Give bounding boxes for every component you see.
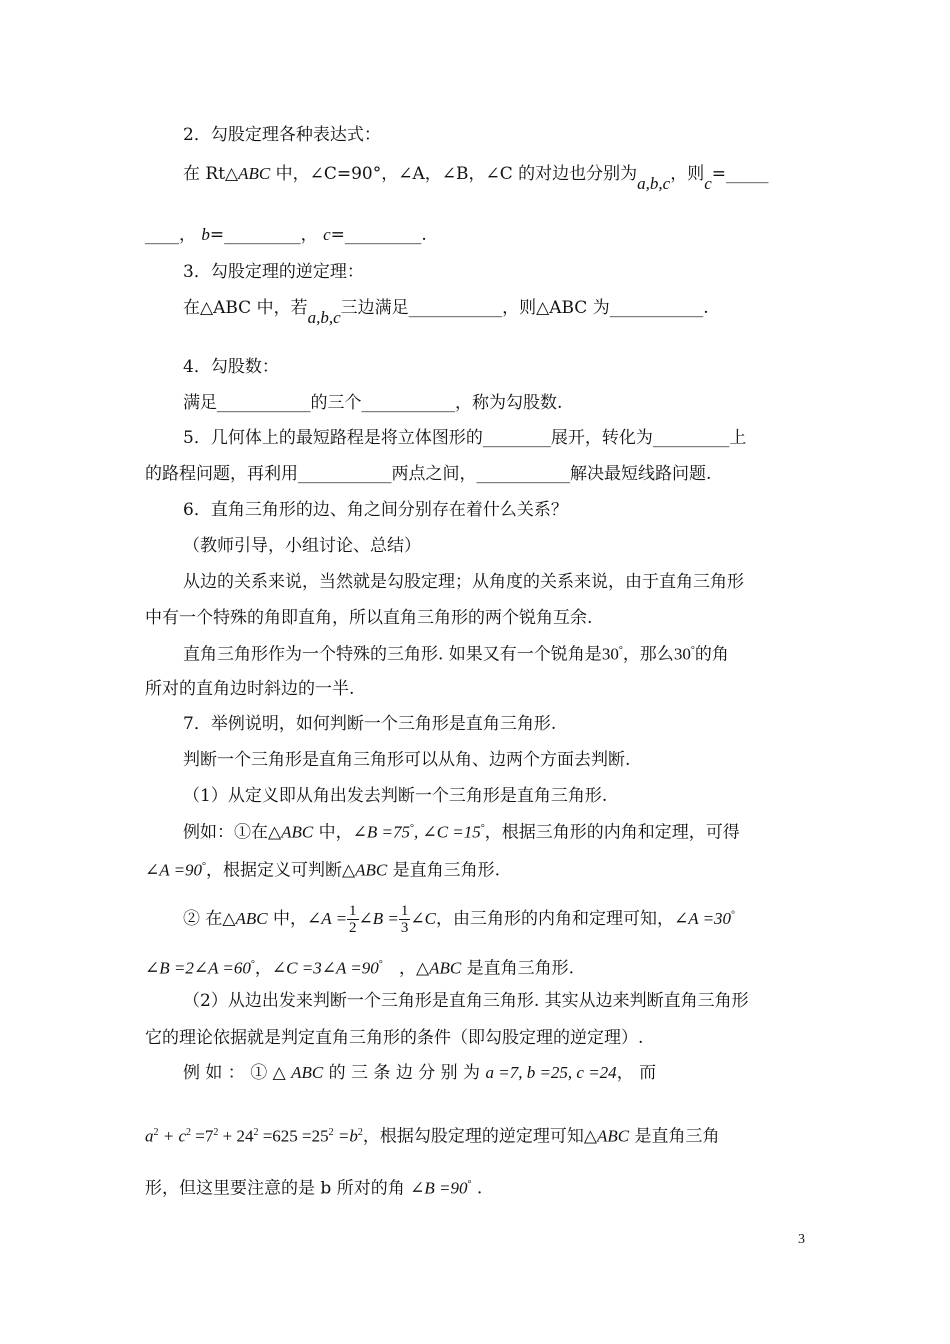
item-7-para-2: （1）从定义即从角出发去判断一个三角形是直角三角形.	[183, 786, 608, 806]
item-5-line-1: 5．几何体上的最短路程是将立体图形的________展开，转化为_________上	[183, 428, 747, 448]
degree-sign: °	[731, 909, 736, 921]
text: ② 在△	[183, 909, 236, 929]
blank: =_____	[711, 164, 769, 184]
item-6-para-1: 从边的关系来说，当然就是勾股定理；从角度的关系来说，由于直角三角形	[183, 572, 744, 592]
degree-sign: °	[480, 823, 485, 834]
degree-sign: °	[618, 645, 623, 656]
math-text: 30	[601, 644, 619, 664]
numerator: 1	[400, 903, 409, 919]
degree-sign: °	[690, 645, 695, 656]
text: 中，∠C=90°，∠A，∠B，∠C 的对边也分别为	[270, 164, 638, 184]
math-text: ∠B =2∠A =60	[145, 958, 251, 978]
math-text: ∠A =90	[145, 860, 203, 880]
exponent: 2	[213, 1127, 219, 1138]
example-3-line-2	[145, 1122, 719, 1148]
item-6-note: （教师引导，小组讨论、总结）	[183, 536, 421, 556]
math-text: + c	[158, 1126, 187, 1146]
math-text: ABC	[429, 958, 462, 978]
item-6-para-2: 中有一个特殊的角即直角，所以直角三角形的两个锐角互余.	[145, 608, 593, 628]
text: ，则	[670, 164, 705, 184]
item-2-line-1	[183, 163, 769, 193]
math-text: a,b,c	[637, 174, 671, 193]
math-text: ABC	[281, 822, 314, 842]
exponent: 2	[253, 1127, 259, 1138]
text: 的 三 条 边 分 别 为	[328, 1063, 481, 1083]
math-text: a =7, b =25, c =24	[485, 1063, 617, 1082]
numerator: 1	[349, 903, 357, 919]
page-number: 3	[798, 1232, 805, 1247]
item-3-line-1	[183, 297, 709, 327]
item-7-part-2-line-1: （2）从边出发来判断一个三角形是直角三角形. 其实从边来判断直角三角形	[183, 991, 749, 1011]
text: ，	[254, 958, 272, 979]
text: 中，	[313, 822, 353, 843]
math-text: =625 =25	[258, 1126, 329, 1146]
item-2-line-2	[145, 224, 427, 246]
text: ，△	[398, 958, 430, 979]
blank: ____，	[145, 225, 196, 245]
text: 中，	[267, 909, 307, 929]
denominator: 3	[400, 920, 409, 936]
math-text: ∠C =3∠A =90	[271, 958, 379, 978]
math-text: ∠A =	[307, 909, 348, 928]
exponent: 2	[153, 1127, 159, 1138]
math-text: ∠C	[410, 909, 436, 928]
degree-sign: °	[250, 959, 255, 970]
degree-sign: °	[378, 959, 383, 970]
math-text: ∠B =90	[410, 1178, 468, 1198]
blank: =_________.	[330, 225, 427, 245]
exponent: 2	[357, 1127, 363, 1138]
denominator: 2	[349, 920, 357, 936]
math-text: ∠B =	[358, 909, 399, 928]
math-text: ∠A =30	[674, 909, 732, 928]
item-4-line-1: 满足___________的三个___________，称为勾股数.	[183, 393, 563, 413]
math-text: b	[201, 225, 210, 244]
text: 直角三角形作为一个特殊的三角形. 如果又有一个锐角是	[183, 644, 602, 665]
math-text: ABC	[291, 1063, 324, 1082]
item-7-part-2-line-2: 它的理论依据就是判定直角三角形的条件（即勾股定理的逆定理）.	[145, 1028, 644, 1048]
math-text: c	[704, 174, 712, 193]
blank: =_________，	[209, 225, 318, 245]
text: ，根据勾股定理的逆定理可知△	[362, 1126, 597, 1147]
example-3-line-3	[145, 1174, 482, 1200]
item-6-para-3	[183, 640, 729, 666]
item-7-heading: 7．举例说明，如何判断一个三角形是直角三角形.	[183, 714, 557, 734]
math-text: =7	[191, 1126, 214, 1146]
math-text: a	[145, 1126, 154, 1146]
text: ，根据定义可判断△	[206, 860, 356, 881]
exponent: 2	[186, 1127, 192, 1138]
math-text: ABC	[596, 1126, 630, 1146]
math-text: + 24	[218, 1126, 254, 1146]
fraction-one-third	[399, 903, 411, 936]
math-text: a,b,c	[307, 308, 341, 327]
text: 三边满足___________，则△ABC 为___________.	[340, 298, 709, 318]
item-6-para-4: 所对的直角边时斜边的一半.	[145, 679, 355, 699]
math-text: =b	[333, 1126, 358, 1146]
math-text: c	[323, 225, 331, 244]
item-6-heading: 6．直角三角形的边、角之间分别存在着什么关系？	[183, 500, 568, 520]
math-text: 30	[673, 644, 691, 664]
text: 是直角三角形.	[461, 958, 574, 979]
math-text: ∠B =75	[352, 822, 410, 842]
text: ， 而	[616, 1063, 657, 1083]
item-7-para-1: 判断一个三角形是直角三角形可以从角、边两个方面去判断.	[183, 750, 631, 770]
text: 例 如 ： ① △	[183, 1063, 286, 1083]
text: ，由三角形的内角和定理可知，	[436, 909, 674, 929]
example-2-line-2	[145, 954, 574, 980]
math-text: ABC	[238, 164, 271, 183]
text: 的角	[694, 644, 729, 665]
example-1-line-1	[183, 818, 740, 844]
degree-sign: °	[409, 823, 414, 834]
text: 例如：①在△	[183, 822, 282, 843]
example-3-line-1	[183, 1062, 803, 1084]
text: 在 Rt△	[183, 164, 239, 184]
text: ，那么	[622, 644, 674, 665]
fraction-one-half	[347, 903, 359, 936]
example-1-line-2	[145, 856, 500, 882]
text: 是直角三角	[629, 1126, 720, 1147]
item-4-heading: 4．勾股数：	[183, 357, 279, 377]
text: .	[476, 1178, 483, 1199]
text: ，根据三角形的内角和定理，可得	[484, 822, 740, 843]
text: 是直角三角形.	[387, 860, 501, 881]
exponent: 2	[328, 1127, 334, 1138]
math-text: , ∠C =15	[413, 822, 481, 842]
text: 形，但这里要注意的是 b 所对的角	[145, 1178, 405, 1199]
math-text: ABC	[235, 909, 268, 928]
text: 在△ABC 中，若	[183, 298, 308, 318]
math-text: ABC	[355, 860, 388, 880]
item-3-heading: 3．勾股定理的逆定理：	[183, 262, 364, 282]
example-2-line-1	[183, 903, 735, 936]
item-2-heading: 2．勾股定理各种表达式：	[183, 125, 381, 145]
item-5-line-2: 的路程问题，再利用___________两点之间，___________解决最短线路问题.	[145, 464, 712, 484]
degree-sign: °	[467, 1179, 472, 1190]
degree-sign: °	[202, 861, 207, 872]
